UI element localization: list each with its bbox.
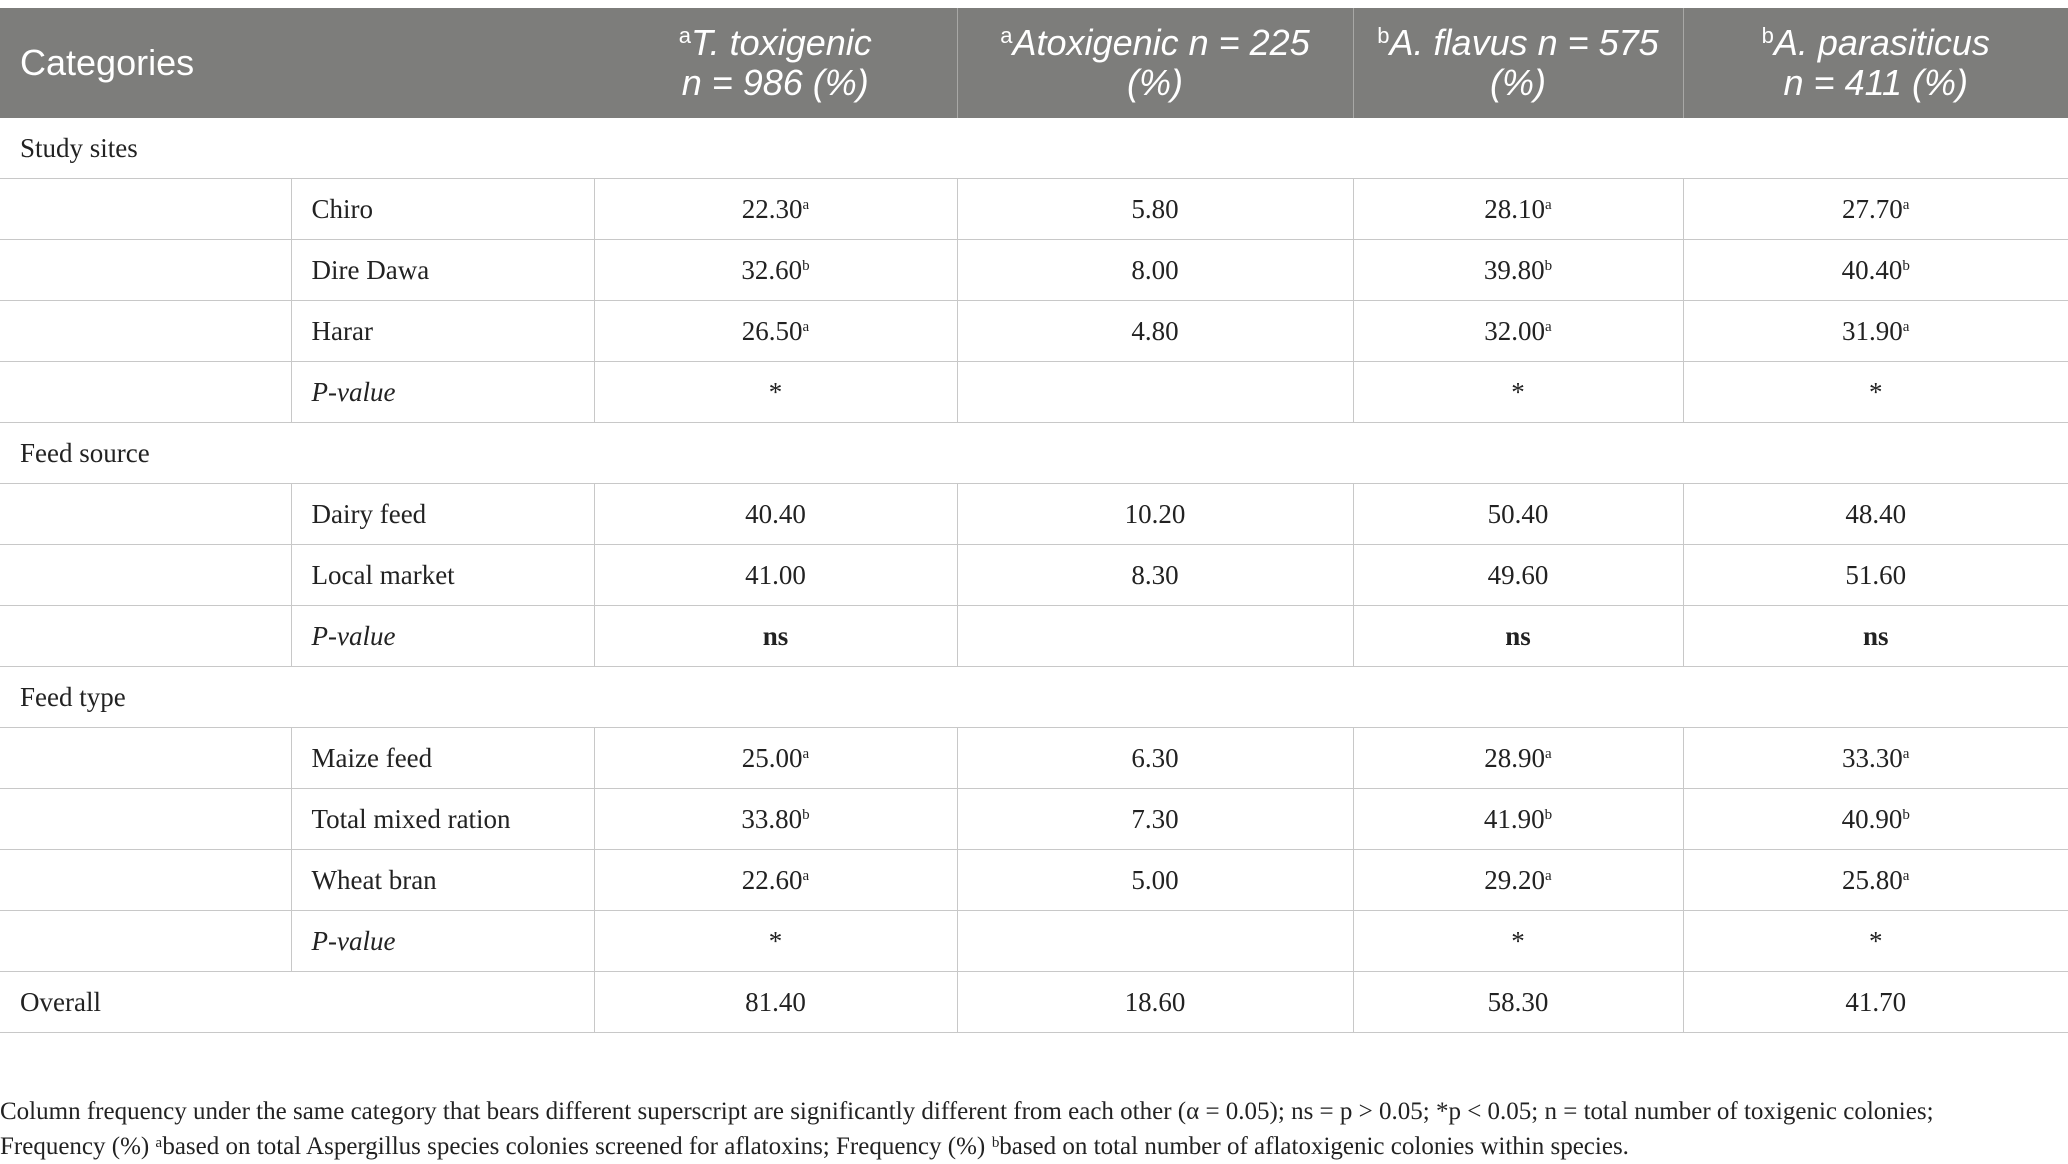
- indent-cell: [0, 301, 291, 362]
- cell-total-toxigenic: *: [594, 911, 957, 972]
- header-a-flavus: $^b$A. flavus n = 575 (%): [1353, 8, 1683, 118]
- cell-total-toxigenic: 25.00$^a$: [594, 728, 957, 789]
- table-row: [0, 240, 2068, 301]
- cell-a-parasiticus: 48.40: [1683, 484, 2068, 545]
- cell-atoxigenic: 18.60: [957, 972, 1353, 1033]
- cell-a-flavus: 29.20$^a$: [1353, 850, 1683, 911]
- header-categories: Categories: [0, 8, 594, 118]
- results-table-container: [0, 8, 2068, 1033]
- row-label: Chiro: [291, 179, 594, 240]
- table-row-overall: [0, 972, 2068, 1033]
- cell-atoxigenic: 8.30: [957, 545, 1353, 606]
- cell-a-parasiticus: 31.90$^a$: [1683, 301, 2068, 362]
- cell-a-flavus: 32.00$^a$: [1353, 301, 1683, 362]
- cell-a-parasiticus: 41.70: [1683, 972, 2068, 1033]
- cell-total-toxigenic: 33.80$^b$: [594, 789, 957, 850]
- cell-a-parasiticus: *: [1683, 362, 2068, 423]
- row-label: Harar: [291, 301, 594, 362]
- row-label: Dairy feed: [291, 484, 594, 545]
- cell-a-flavus: *: [1353, 911, 1683, 972]
- cell-atoxigenic: [957, 911, 1353, 972]
- table-row: [0, 545, 2068, 606]
- cell-atoxigenic: 6.30: [957, 728, 1353, 789]
- table-footnote: [0, 1094, 2068, 1164]
- section-title: Feed source: [0, 423, 2068, 484]
- table-row: [0, 179, 2068, 240]
- cell-atoxigenic: 5.80: [957, 179, 1353, 240]
- cell-a-flavus: 41.90$^b$: [1353, 789, 1683, 850]
- row-label: Local market: [291, 545, 594, 606]
- row-label: Dire Dawa: [291, 240, 594, 301]
- cell-total-toxigenic: 40.40: [594, 484, 957, 545]
- cell-atoxigenic: [957, 362, 1353, 423]
- row-label: Overall: [0, 972, 594, 1033]
- cell-a-flavus: 50.40: [1353, 484, 1683, 545]
- cell-a-parasiticus: 33.30$^a$: [1683, 728, 2068, 789]
- cell-total-toxigenic: 22.60$^a$: [594, 850, 957, 911]
- cell-total-toxigenic: 26.50$^a$: [594, 301, 957, 362]
- table-header: [0, 8, 2068, 118]
- indent-cell: [0, 728, 291, 789]
- header-total-toxigenic: $^a$T. toxigenic n = 986 (%): [594, 8, 957, 118]
- cell-a-flavus: 58.30: [1353, 972, 1683, 1033]
- section-row-feed-source: [0, 423, 2068, 484]
- indent-cell: [0, 850, 291, 911]
- footnote-line: Frequency (%) ᵃbased on total Aspergillus species colonies screened for aflatoxins; Frequency (%) ᵇbased on total number of aflatoxigenic colonies within species.: [0, 1133, 1629, 1160]
- indent-cell: [0, 179, 291, 240]
- table-row: [0, 484, 2068, 545]
- cell-atoxigenic: [957, 606, 1353, 667]
- cell-a-parasiticus: 25.80$^a$: [1683, 850, 2068, 911]
- header-a-parasiticus: $^b$A. parasiticus n = 411 (%): [1683, 8, 2068, 118]
- table-row: [0, 850, 2068, 911]
- table-row: [0, 301, 2068, 362]
- section-title: Feed type: [0, 667, 2068, 728]
- indent-cell: [0, 911, 291, 972]
- cell-a-parasiticus: 40.40$^b$: [1683, 240, 2068, 301]
- cell-total-toxigenic: 32.60$^b$: [594, 240, 957, 301]
- cell-atoxigenic: 10.20: [957, 484, 1353, 545]
- section-row-feed-type: [0, 667, 2068, 728]
- cell-atoxigenic: 5.00: [957, 850, 1353, 911]
- cell-a-parasiticus: 27.70$^a$: [1683, 179, 2068, 240]
- cell-total-toxigenic: ns: [594, 606, 957, 667]
- cell-total-toxigenic: 81.40: [594, 972, 957, 1033]
- indent-cell: [0, 240, 291, 301]
- indent-cell: [0, 545, 291, 606]
- row-label: Maize feed: [291, 728, 594, 789]
- indent-cell: [0, 789, 291, 850]
- row-label: Wheat bran: [291, 850, 594, 911]
- table-row: [0, 789, 2068, 850]
- cell-a-flavus: ns: [1353, 606, 1683, 667]
- cell-atoxigenic: 4.80: [957, 301, 1353, 362]
- row-label: P-value: [291, 606, 594, 667]
- cell-a-parasiticus: 51.60: [1683, 545, 2068, 606]
- header-atoxigenic: $^a$Atoxigenic n = 225 (%): [957, 8, 1353, 118]
- indent-cell: [0, 362, 291, 423]
- table-row-p-value: [0, 911, 2068, 972]
- row-label: P-value: [291, 362, 594, 423]
- section-title: Study sites: [0, 118, 2068, 179]
- cell-atoxigenic: 7.30: [957, 789, 1353, 850]
- header-row: [0, 8, 2068, 118]
- cell-total-toxigenic: *: [594, 362, 957, 423]
- cell-a-flavus: 49.60: [1353, 545, 1683, 606]
- indent-cell: [0, 484, 291, 545]
- footnote-line: Column frequency under the same category that bears different superscript are significantly different from each other (α = 0.05); ns = p > 0.05; *p < 0.05; n = total number of toxigenic colonies;: [0, 1098, 1934, 1125]
- cell-a-flavus: 39.80$^b$: [1353, 240, 1683, 301]
- cell-a-flavus: 28.10$^a$: [1353, 179, 1683, 240]
- table-row-p-value: [0, 362, 2068, 423]
- row-label: Total mixed ration: [291, 789, 594, 850]
- cell-total-toxigenic: 22.30$^a$: [594, 179, 957, 240]
- cell-a-flavus: *: [1353, 362, 1683, 423]
- table-row-p-value: [0, 606, 2068, 667]
- cell-a-parasiticus: *: [1683, 911, 2068, 972]
- table-body: [0, 118, 2068, 1033]
- aspergillus-frequency-table: [0, 8, 2068, 1033]
- indent-cell: [0, 606, 291, 667]
- cell-a-flavus: 28.90$^a$: [1353, 728, 1683, 789]
- row-label: P-value: [291, 911, 594, 972]
- table-row: [0, 728, 2068, 789]
- cell-total-toxigenic: 41.00: [594, 545, 957, 606]
- cell-a-parasiticus: ns: [1683, 606, 2068, 667]
- cell-atoxigenic: 8.00: [957, 240, 1353, 301]
- cell-a-parasiticus: 40.90$^b$: [1683, 789, 2068, 850]
- section-row-study-sites: [0, 118, 2068, 179]
